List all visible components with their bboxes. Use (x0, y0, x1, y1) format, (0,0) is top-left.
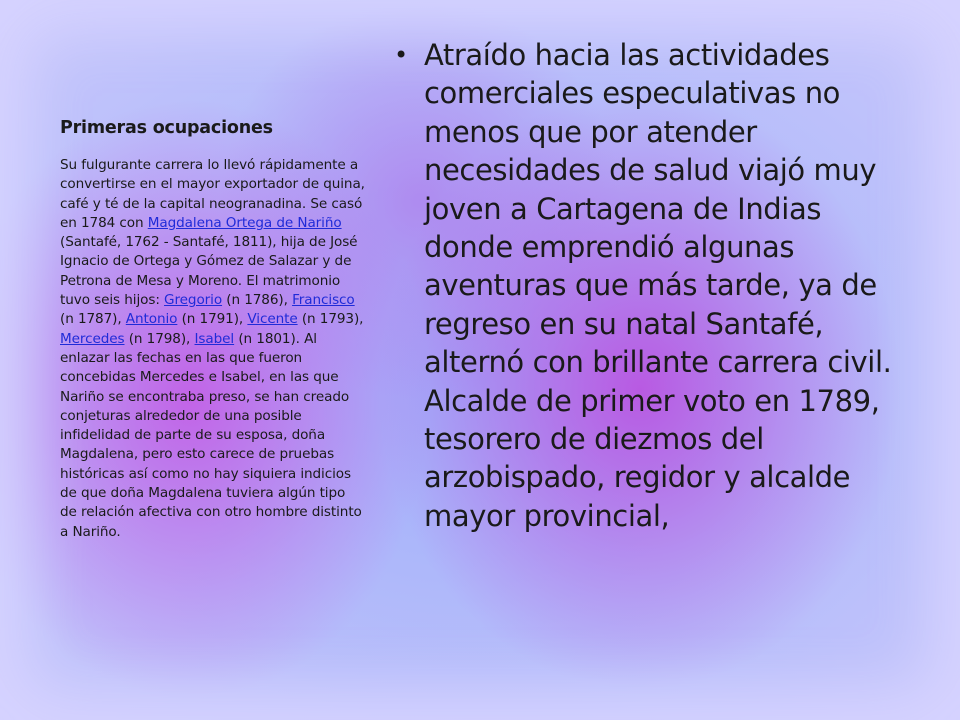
biography-paragraph (60, 156, 365, 542)
bullet-dot-icon: • (394, 41, 408, 69)
text-segment: (n 1791), (177, 311, 248, 328)
link-gregorio[interactable]: Gregorio (164, 292, 223, 309)
text-segment: (n 1793), (297, 311, 364, 328)
link-isabel[interactable]: Isabel (194, 330, 235, 347)
link-francisco[interactable]: Francisco (292, 292, 355, 309)
text-segment: (n 1798), (124, 330, 195, 347)
bullet-list (390, 36, 910, 535)
text-segment: Su fulgurante carrera lo llevó rápidamente a convertirse en el mayor exportador de quina, café y té de la capital neogranadina. Se casó en 1784 con (60, 157, 365, 231)
section-title: Primeras ocupaciones (60, 118, 273, 138)
text-segment: (n 1786), (222, 292, 293, 309)
bullet-item (390, 36, 910, 535)
text-segment: (Santafé, 1762 - Santafé, 1811), hija de José Ignacio de Ortega y Gómez de Salazar y de Petrona de Mesa y Moreno. El matrimonio tuvo seis hijos: (60, 234, 358, 309)
text-segment: (n 1801). Al enlazar las fechas en las que fueron concebidas Mercedes e Isabel, en las que Nariño se encontraba preso, se han creado conjeturas alrededor de una posible infidelidad de parte de su esposa, doña Magdalena, pero esto carece de pruebas históricas así como no hay siquiera indicios de que doña Magdalena tuviera algún tipo de relación afectiva con otro hombre distinto a Nariño. (60, 330, 362, 540)
link-mercedes[interactable]: Mercedes (60, 330, 125, 347)
text-segment: (n 1787), (60, 311, 126, 328)
link-antonio[interactable]: Antonio (125, 311, 178, 328)
bullet-text: Atraído hacia las actividades comerciales especulativas no menos que por atender necesidades de salud viajó muy joven a Cartagena de Indias donde emprendió algunas aventuras que más tarde, ya de regreso en su natal Santafé, alternó con brillante carrera civil. Alcalde de primer voto en 1789, tesorero de diezmos del arzobispado, regidor y alcalde mayor provincial, (424, 38, 892, 533)
link-vicente[interactable]: Vicente (247, 311, 298, 328)
link-magdalena-ortega[interactable]: Magdalena Ortega de Nariño (147, 214, 342, 231)
